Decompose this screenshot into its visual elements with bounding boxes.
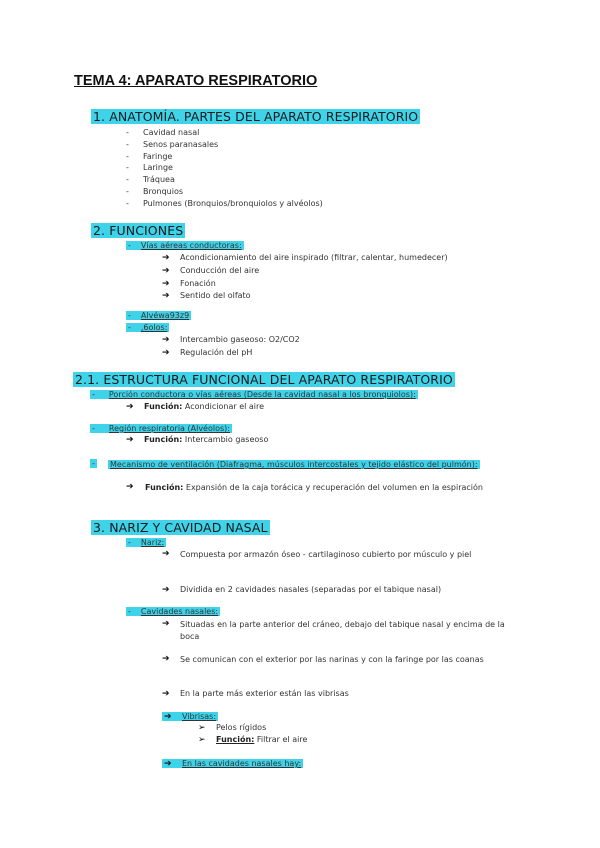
- list-item: - Pulmones (Bronquios/bronquiolos y alvéolos): [126, 198, 323, 208]
- vibrisas-label: ➔ Vibrisas:: [164, 712, 217, 722]
- porcion-conductora-funcion: ➔ Función: Acondicionar el aire: [126, 402, 265, 412]
- cav-item-1: Situadas en la parte anterior del cráneo, debajo del tabique nasal y encima de la boca: [180, 620, 505, 641]
- vias-label: - Vías aéreas conductoras:: [128, 241, 242, 250]
- nariz-label: - Nariz:: [128, 538, 165, 547]
- list-item: ➔ Conducción del aire: [162, 265, 260, 276]
- cavidades-label: - Cavidades nasales:: [128, 607, 219, 616]
- list-item: ➔ Intercambio gaseoso: O2/CO2: [162, 335, 300, 345]
- porcion-conductora-label: - Porción conductora o vías aéreas (Desde la cavidad nasal a los bronquiolos):: [92, 390, 416, 399]
- list-item: ➔ Sentido del olfato: [162, 291, 251, 302]
- vibrisas-item-1: ➢ Pelos rígidos: [198, 723, 267, 733]
- mecanismo-funcion: Función: Expansión de la caja torácica y recuperación del volumen en la espiración: [145, 483, 483, 492]
- nariz-item-1: Compuesta por armazón óseo - cartilaginoso cubierto por músculo y piel: [180, 550, 472, 559]
- mecanismo-dash: -: [92, 459, 95, 468]
- list-item: - Faringe: [126, 151, 173, 161]
- alveolos-label-1: - Alvéwa93z9: [128, 311, 190, 320]
- page-title: TEMA 4: APARATO RESPIRATORIO: [74, 73, 318, 89]
- section-1-heading: 1. ANATOMÍA. PARTES DEL APARATO RESPIRATORIO: [93, 109, 419, 124]
- region-respiratoria-funcion: ➔ Función: Intercambio gaseoso: [126, 435, 269, 445]
- list-item: - Senos paranasales: [126, 139, 219, 149]
- vias-list: [162, 252, 448, 303]
- list-item: ➔ Fonación: [162, 278, 216, 289]
- nariz-arrow-1: ➔: [162, 549, 170, 559]
- cav-arrow-2: ➔: [162, 654, 170, 664]
- cav-item-2: Se comunican con el exterior por las narinas y con la faringe por las coanas: [180, 655, 484, 664]
- list-item: - Bronquios: [126, 186, 183, 196]
- mecanismo-ventilacion-label: Mecanismo de ventilación (Diafragma, músculos intercostales y tejido elástico del pulmón):: [110, 460, 478, 469]
- list-item: - Cavidad nasal: [126, 128, 200, 137]
- cavidades-nasales-hay: ➔ En las cavidades nasales hay:: [164, 759, 302, 769]
- cav-item-3: En la parte más exterior están las vibrisas: [180, 689, 349, 698]
- section-2-1-heading: 2.1. ESTRUCTURA FUNCIONAL DEL APARATO RESPIRATORIO: [75, 372, 453, 387]
- mecanismo-arrow: ➔: [126, 482, 134, 492]
- cav-arrow-3: ➔: [162, 689, 170, 699]
- nariz-item-2: Dividida en 2 cavidades nasales (separadas por el tabique nasal): [180, 585, 442, 594]
- list-item: - Tráquea: [126, 175, 175, 185]
- list-item: ➔ Regulación del pH: [162, 347, 253, 358]
- region-respiratoria-label: - Región respiratoria (Alvéolos):: [92, 424, 230, 433]
- section-1-list: [126, 127, 323, 210]
- alveolos-label-2: - ‚6olos:: [128, 323, 168, 332]
- section-3-heading: 3. NARIZ Y CAVIDAD NASAL: [93, 520, 268, 535]
- nariz-arrow-2: ➔: [162, 585, 170, 595]
- cav-arrow-1: ➔: [162, 619, 170, 629]
- vibrisas-funcion: ➢ Función: Filtrar el aire: [198, 735, 308, 745]
- list-item: - Laringe: [126, 163, 173, 173]
- alveolos-list: [162, 334, 300, 360]
- section-2-heading: 2. FUNCIONES: [93, 223, 184, 238]
- list-item: ➔ Acondicionamiento del aire inspirado (filtrar, calentar, humedecer): [162, 253, 448, 263]
